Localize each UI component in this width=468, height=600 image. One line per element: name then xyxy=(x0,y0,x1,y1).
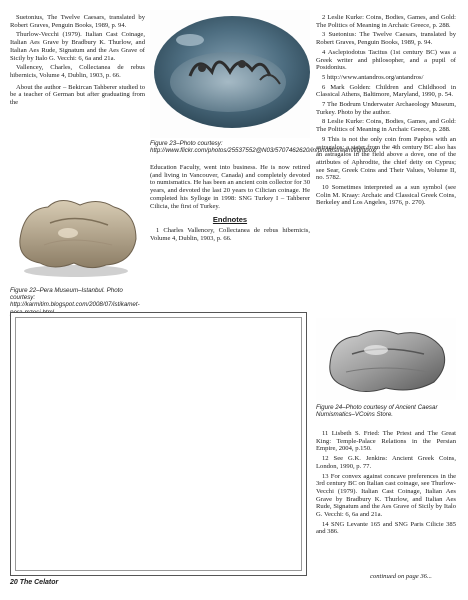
middle-column-text xyxy=(150,164,310,244)
endnote-2: 2 Leslie Kurke: Coins, Bodies, Games, and Gold: The Politics of Meaning in Archaic Greece, p. 288. xyxy=(316,14,456,29)
endnote-5: 5 http://www.antandros.org/antandros/ xyxy=(322,73,424,81)
ref-thurlow-vecchi: Thurlow-Vecchi (1979). Italian Cast Coinage, Italian Aes Grave by Bradbury K. Thurlow, and Italian Aes Rude, Signatum and the Aes Grave of Sicily by Italo G. Vecchi: 6, 6a and 21a. xyxy=(10,31,145,62)
figure-24-photo xyxy=(316,318,456,400)
endnote-13: 13 For convex against concave preferences in the 3rd century BC on Italian cast coinage, see Thurlow-Vecchi (1979). Italian Cast Coinage, Italian Aes Grave by Bradbury K. Thurlow, and Italian Aes Rude, Signatum and the Aes Grave of Sicily by Italo G. Vecchi: 6, 6a and 21a. xyxy=(316,472,456,519)
author-bio-start: About the author – Bekircan Tahberer studied to be a teacher of German but after graduating from the xyxy=(10,83,145,107)
endnote-3: 3 Suetonius: The Twelve Caesars, translated by Robert Graves, Penguin Books, 1989, p. 94. xyxy=(316,31,456,47)
endnote-1: 1 Charles Vallencey, Collectanea de rebus hibernicis, Volume 4, Dublin, 1903, p. 66. xyxy=(150,226,310,242)
right-notes-top xyxy=(316,14,456,209)
advertisement-frame xyxy=(10,312,307,576)
author-bio-continued: Education Faculty, went into business. He is now retired (and living in Vancouver, Canada) and completely devoted to numismatics. He has been an ancient coin collector for 30 years, and devoted the last 20 years to Cilician coinage. He completed his Sylloge in 1998: SNG Turkey I – Tahberer Cilicia, the first of Turkey. xyxy=(150,164,310,210)
endnote-6: 6 Mark Golden: Children and Childhood in Classical Athens, Baltimore, Maryland, 1990, p. 54. xyxy=(316,83,456,99)
advertisement-inner-border xyxy=(15,317,302,571)
ref-suetonius: Suetonius, The Twelve Caesars, translated by Robert Graves, Penguin Books, 1989, p. 94. xyxy=(10,14,145,29)
endnote-10: 10 Sometimes interpreted as a sun symbol (see Colin M. Kraay: Archaic and Classical Greek Coins, Berkeley and Los Angeles, 1976, p. 270). xyxy=(316,184,456,207)
figure-22-photo xyxy=(10,183,145,283)
endnote-11: 11 Lisbeth S. Fried: The Priest and The Great King: Temple-Palace Relations in the Persian Empire, 2004, p.150. xyxy=(316,430,456,453)
left-references xyxy=(10,14,145,109)
figure-23-photo xyxy=(150,10,310,138)
figure-24-astragalos-image xyxy=(316,318,456,400)
endnote-8: 8 Leslie Kurke: Coins, Bodies, Games, and Gold: The Politics of Meaning in Archaic Greece, p. 288. xyxy=(316,118,456,134)
figure-23-coin-image xyxy=(150,10,310,138)
right-notes-bottom xyxy=(316,430,456,538)
endnote-7: 7 The Bodrum Underwater Archaeology Museum, Turkey. Photo by the author. xyxy=(316,101,456,116)
endnote-9: 9 This is not the only coin from Paphos with an astragalos; a stater from the 4th century BC also has an astragalos in the field above a dove, one of the attributes of Aphrodite, the chief deity on Cyprus; see Sear, Greek Coins and Their Values, Volume II, no. 5782. xyxy=(316,135,456,182)
endnote-14: 14 SNG Levante 165 and SNG Paris Cilicie 385 and 386. xyxy=(316,520,456,536)
page-footer: 20 The Celator xyxy=(10,579,59,586)
ref-vallencey: Vallencey, Charles, Collectanea de rebus hibernicis, Volume 4, Dublin, 1903, p. 66. xyxy=(10,64,145,79)
endnote-12: 12 See G.K. Jenkins: Ancient Greek Coins, London, 1990, p. 77. xyxy=(316,455,456,470)
figure-22-astragalos-image xyxy=(10,183,145,283)
figure-24-caption: Figure 24–Photo courtesy of Ancient Caesar Numismatics–VCoins Store. xyxy=(316,404,438,419)
continued-note: continued on page 36... xyxy=(370,573,432,580)
figure-22-caption: Figure 22–Pera Museum–Istanbul. Photo courtesy: http://karmitim.blogspot.com/2008/07/istikamet- xyxy=(10,287,140,309)
figure-23-caption: Figure 23–Photo courtesy: http://www.flickr.com/photos/25537552@N03/5707462620/in/photostream/lightbox/ xyxy=(150,140,377,155)
endnote-4: 4 Asclepiodotus Tacitus (1st century BC) was a Greek writer and philosopher, and a pupil of Posidonius. xyxy=(316,48,456,72)
endnotes-heading: Endnotes xyxy=(212,215,248,225)
